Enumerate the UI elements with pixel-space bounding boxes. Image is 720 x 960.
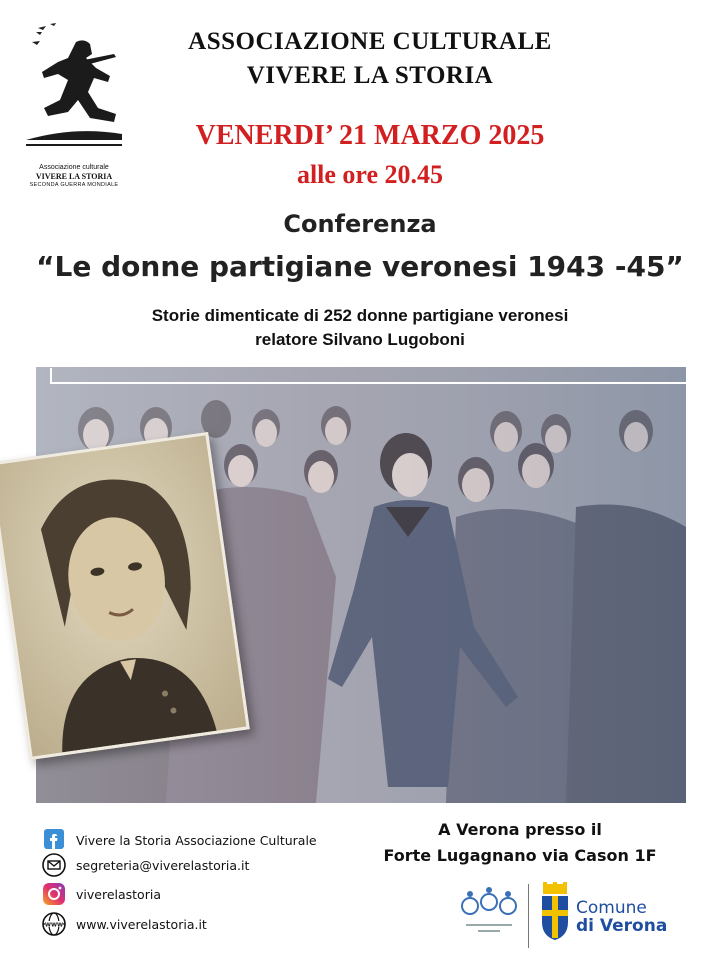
association-logo — [24, 20, 124, 188]
partner-logo — [456, 880, 522, 936]
event-time: alle ore 20.45 — [296, 160, 444, 189]
header-title-line1: ASSOCIAZIONE CULTURALE — [188, 28, 552, 55]
comune-text: Comune — [576, 898, 647, 918]
decorative-frame-line — [50, 368, 714, 384]
logo-divider — [528, 884, 529, 948]
portrait-illustration — [0, 435, 246, 756]
contact-email[interactable] — [40, 853, 360, 879]
website-label: www.viverelastoria.it — [76, 917, 207, 932]
subtitle-line1: Storie dimenticate di 252 donne partigiane veronesi — [151, 306, 569, 325]
web-icon — [42, 912, 68, 936]
header-title-line2: VIVERE LA STORIA — [246, 62, 494, 89]
email-icon — [42, 853, 68, 877]
subtitle-line2: relatore Silvano Lugoboni — [255, 330, 465, 349]
di-verona-text: di Verona — [576, 915, 668, 936]
talk-title: “Le donne partigiane veronesi 1943 -45” — [36, 250, 684, 283]
event-date: VENERDI’ 21 MARZO 2025 — [195, 120, 545, 151]
logo-text-line3: SECONDA GUERRA MONDIALE — [29, 182, 119, 188]
svg-text:WWW: WWW — [44, 922, 64, 929]
facebook-label: Vivere la Storia Associazione Culturale — [76, 833, 317, 848]
logo-text-line1: Associazione culturale — [39, 164, 109, 171]
location-line2: Forte Lugagnano via Cason 1F — [383, 846, 657, 865]
instagram-icon — [42, 882, 68, 906]
email-label: segreteria@viverelastoria.it — [76, 858, 250, 873]
contact-instagram[interactable] — [40, 882, 360, 908]
contact-website[interactable] — [40, 912, 360, 938]
portrait-photo — [0, 432, 250, 760]
location-line1: A Verona presso il — [438, 820, 602, 839]
logo-text-line2: VIVERE LA STORIA — [35, 172, 113, 181]
contact-facebook[interactable] — [40, 828, 360, 854]
instagram-label: viverelastoria — [76, 887, 161, 902]
event-type: Conferenza — [283, 210, 437, 238]
facebook-icon — [42, 828, 68, 852]
partner-logo-icon — [456, 880, 522, 936]
verona-crest-icon — [540, 882, 570, 942]
comune-di-verona-logo — [576, 900, 667, 936]
soldier-silhouette-icon — [24, 20, 124, 162]
